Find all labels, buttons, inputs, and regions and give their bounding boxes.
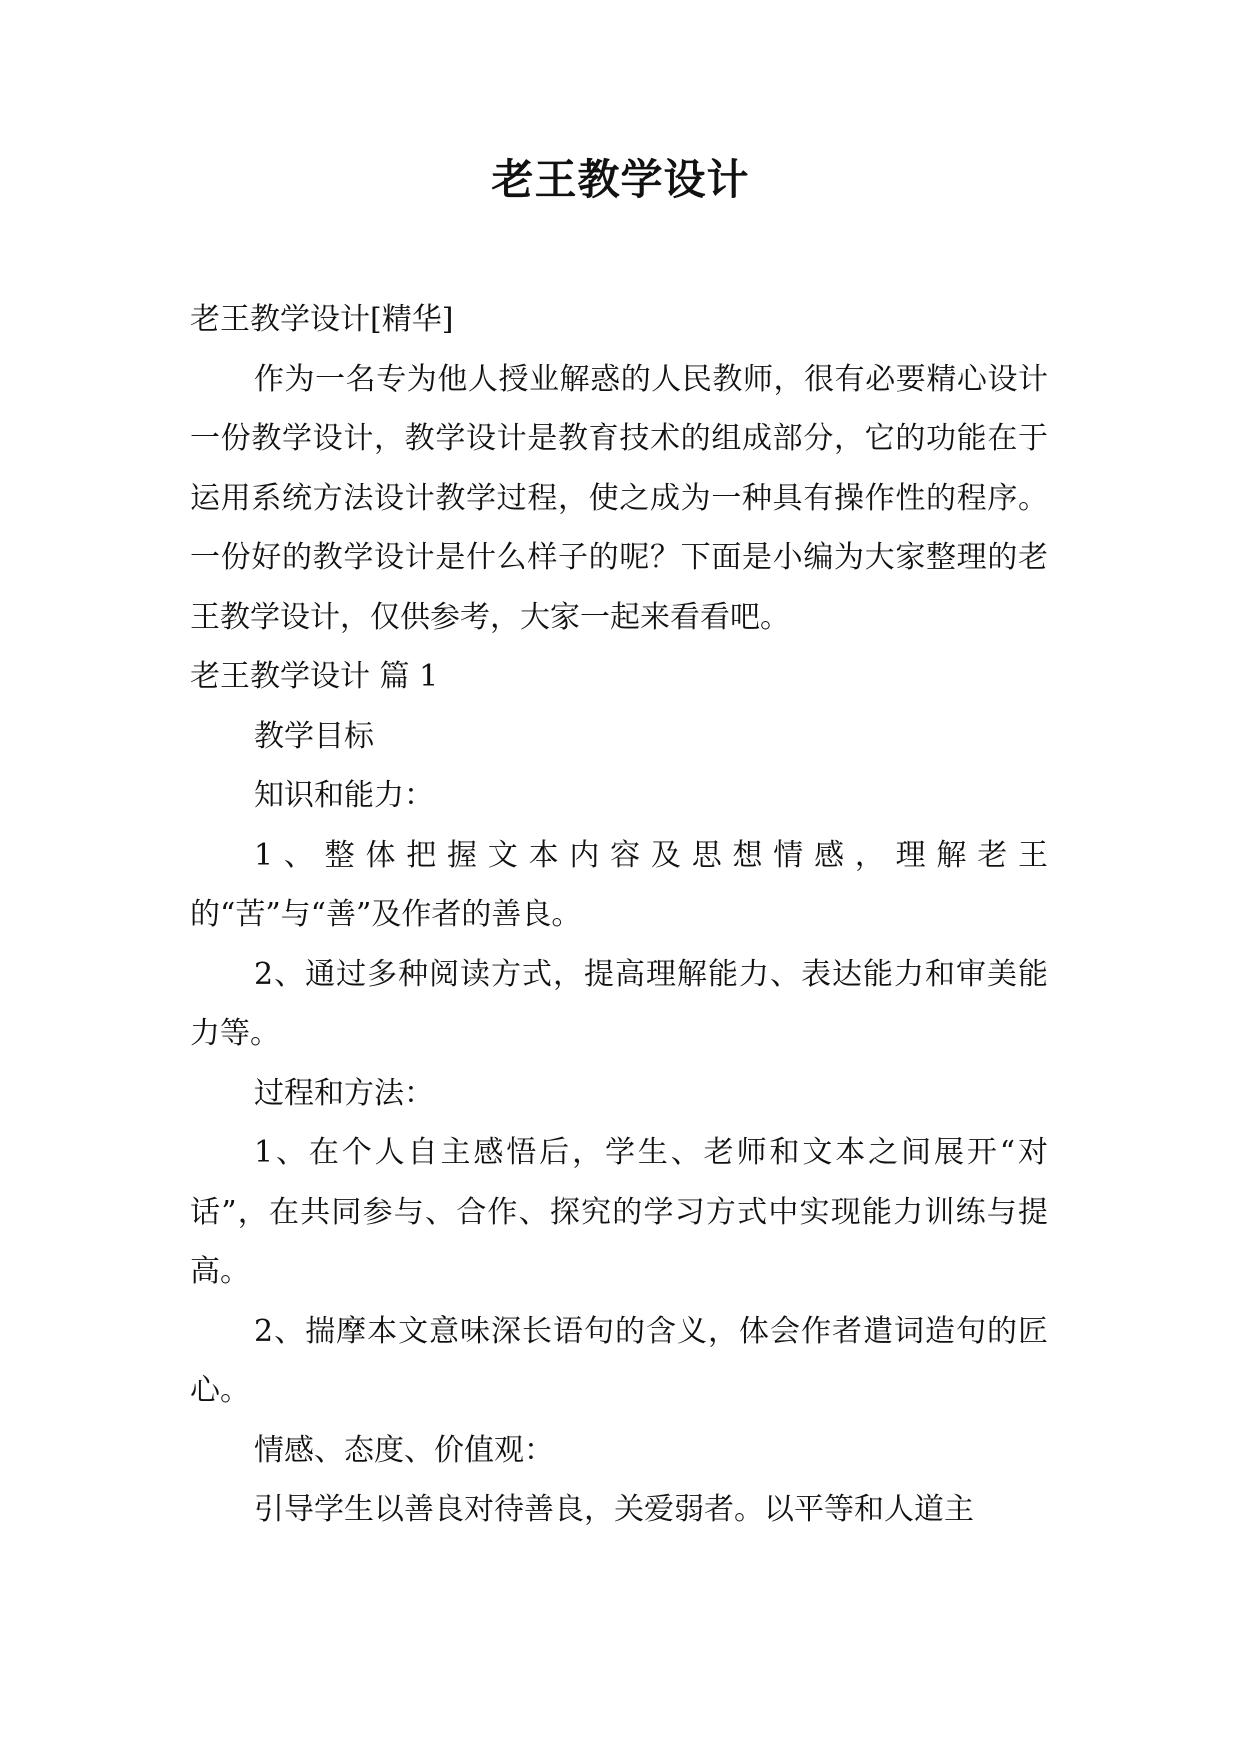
intro-paragraph: 作为一名专为他人授业解惑的人民教师，很有必要精心设计一份教学设计，教学设计是教育技术的组成部分，它的功能在于运用系统方法设计教学过程，使之成为一种具有操作性的程序。一份好的教学设计是什么样子的呢？下面是小编为大家整理的老王教学设计，仅供参考，大家一起来看看吧。 (190, 361, 1048, 635)
document-body (190, 290, 1048, 1540)
knowledge-heading: 知识和能力： (254, 778, 434, 813)
process-item-2: 2、揣摩本文意味深长语句的含义，体会作者遣词造句的匠心。 (190, 1313, 1048, 1408)
section-heading: 老王教学设计 篇 1 (190, 659, 439, 694)
document-title: 老王教学设计 (491, 155, 750, 204)
objectives-heading: 教学目标 (254, 718, 374, 754)
process-item-1: 1、在个人自主感悟后，学生、老师和文本之间展开“对话”，在共同参与、合作、探究的学习方式中实现能力训练与提高。 (190, 1135, 1048, 1289)
emotion-text: 引导学生以善良对待善良，关爱弱者。以平等和人道主 (254, 1492, 974, 1527)
process-heading: 过程和方法： (254, 1075, 434, 1111)
knowledge-item-2: 2、通过多种阅读方式，提高理解能力、表达能力和审美能力等。 (190, 956, 1048, 1051)
emotion-heading: 情感、态度、价值观： (254, 1432, 554, 1468)
knowledge-item-1: 1、整体把握文本内容及思想情感，理解老王的“苦”与“善”及作者的善良。 (190, 837, 1048, 932)
document-subtitle: 老王教学设计[精华] (190, 302, 454, 337)
